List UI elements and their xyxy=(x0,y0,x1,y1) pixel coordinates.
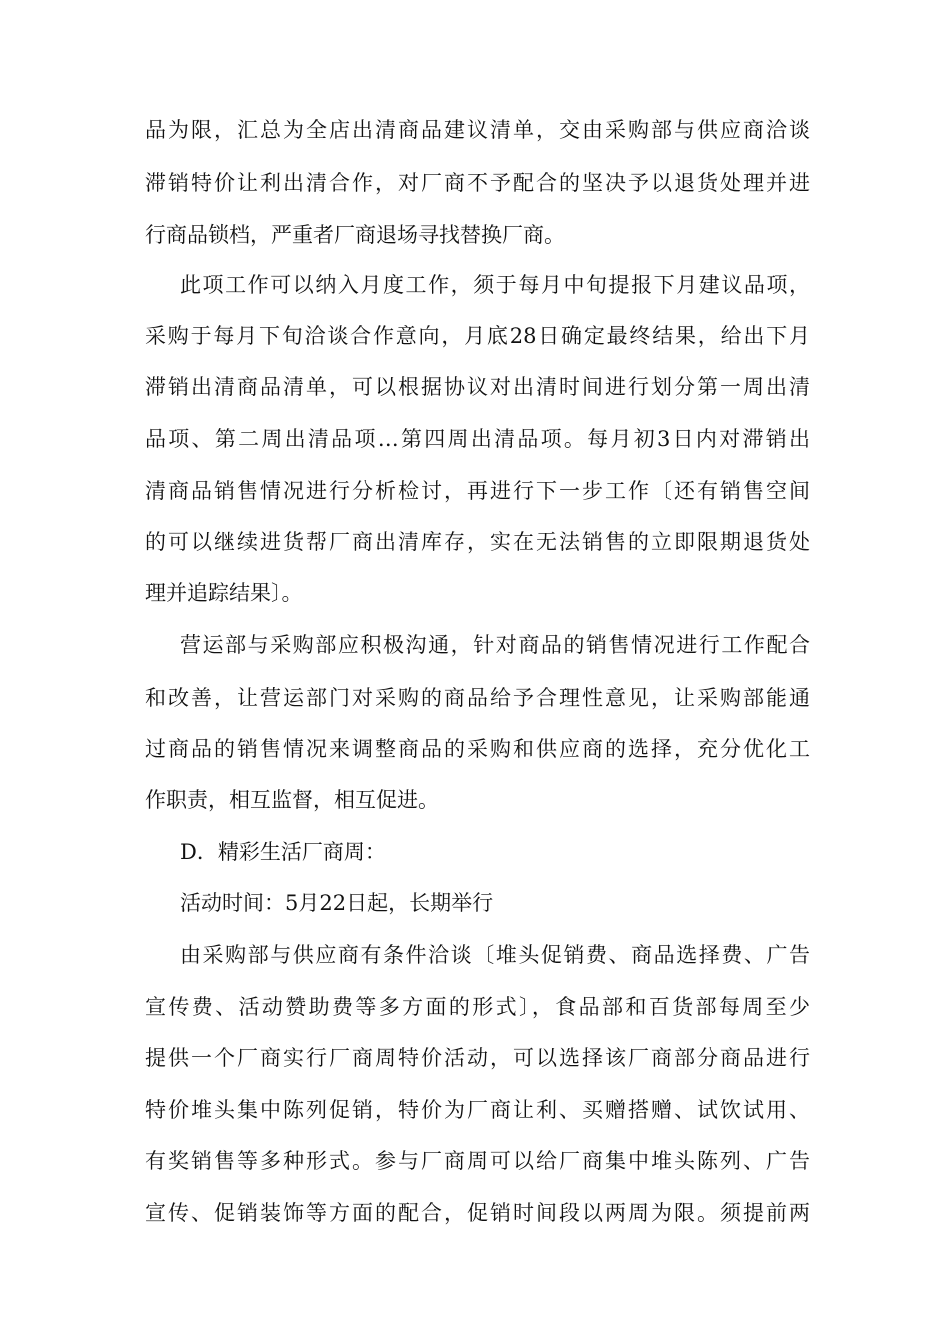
section-heading-d: D．精彩生活厂商周： xyxy=(180,840,386,864)
paragraph-start-line-17: 由采购部与供应商有条件洽谈〔堆头促销费、商品选择费、广告 xyxy=(180,943,810,967)
text-line-5: 采购于每月下旬洽谈合作意向，月底28日确定最终结果，给出下月 xyxy=(145,324,810,348)
text-line-12: 和改善，让营运部门对采购的商品给予合理性意见，让采购部能通 xyxy=(145,686,810,710)
text-line-3: 行商品锁档，严重者厂商退场寻找替换厂商。 xyxy=(145,223,565,247)
paragraph-start-line-4: 此项工作可以纳入月度工作，须于每月中旬提报下月建议品项， xyxy=(180,273,810,297)
text-line-19: 提供一个厂商实行厂商周特价活动，可以选择该厂商部分商品进行 xyxy=(145,1046,810,1070)
text-line-20: 特价堆头集中陈列促销，特价为厂商让利、买赠搭赠、试饮试用、 xyxy=(145,1098,810,1122)
text-line-14: 作职责，相互监督，相互促进。 xyxy=(145,788,439,812)
text-line-6: 滞销出清商品清单，可以根据协议对出清时间进行划分第一周出清 xyxy=(145,375,810,399)
text-line-8: 清商品销售情况进行分析检讨，再进行下一步工作〔还有销售空间 xyxy=(145,479,810,503)
text-line-2: 滞销特价让利出清合作，对厂商不予配合的坚决予以退货处理并进 xyxy=(145,171,810,195)
text-line-10: 理并追踪结果〕。 xyxy=(145,581,303,605)
text-line-13: 过商品的销售情况来调整商品的采购和供应商的选择，充分优化工 xyxy=(145,737,810,761)
text-line-9: 的可以继续进货帮厂商出清库存，实在无法销售的立即限期退货处 xyxy=(145,530,810,554)
text-line-7: 品项、第二周出清品项…第四周出清品项。每月初3日内对滞销出 xyxy=(145,427,810,451)
text-line-1: 品为限，汇总为全店出清商品建议清单，交由采购部与供应商洽谈 xyxy=(145,118,810,142)
paragraph-start-line-11: 营运部与采购部应积极沟通，针对商品的销售情况进行工作配合 xyxy=(180,633,810,657)
text-line-22: 宣传、促销装饰等方面的配合，促销时间段以两周为限。须提前两 xyxy=(145,1201,810,1225)
activity-time-line: 活动时间：5月22日起，长期举行 xyxy=(180,891,494,915)
text-line-18: 宣传费、活动赞助费等多方面的形式〕，食品部和百货部每周至少 xyxy=(145,995,810,1019)
text-line-21: 有奖销售等多种形式。参与厂商周可以给厂商集中堆头陈列、广告 xyxy=(145,1149,810,1173)
